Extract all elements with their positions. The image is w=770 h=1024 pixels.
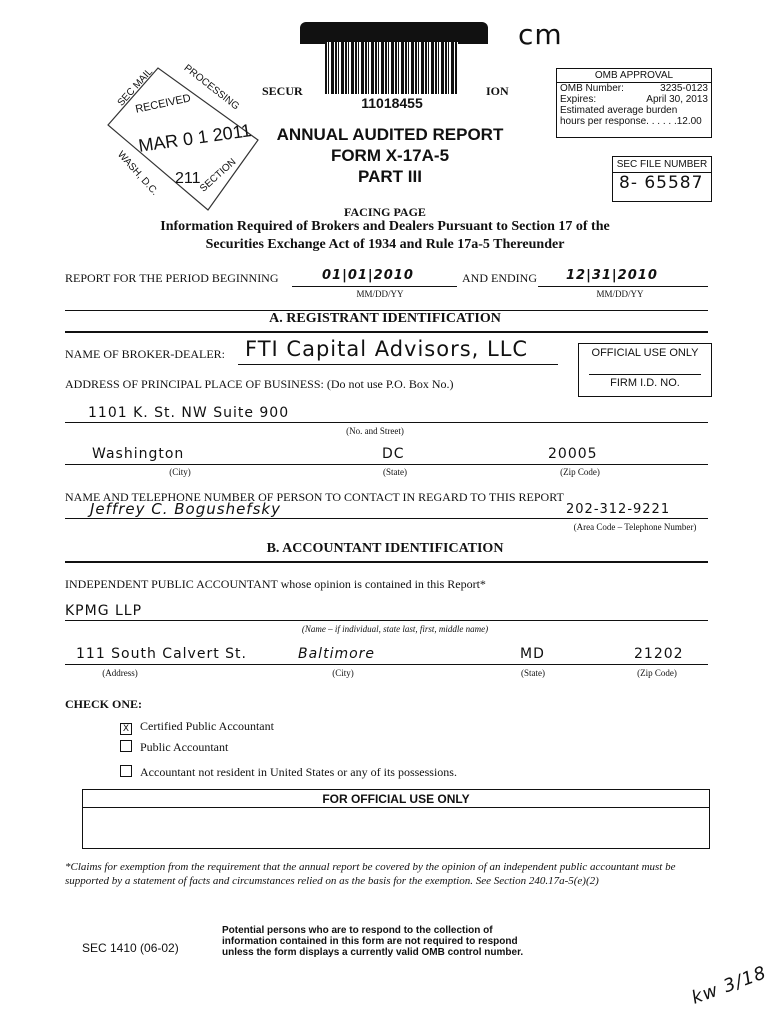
omb-expires-row — [557, 94, 711, 105]
period-beginning-value[interactable]: 01|01|2010 — [322, 268, 414, 283]
section-a-rule-bottom — [65, 331, 708, 333]
info-line1: Information Required of Brokers and Dealers Pursuant to Section 17 of the — [160, 219, 610, 234]
sec-file-value: 8- 65587 — [619, 173, 704, 193]
official-use-only-box — [82, 789, 710, 849]
accountant-address-line — [65, 664, 708, 665]
contact-phone[interactable]: 202-312-9221 — [566, 502, 671, 517]
sec-file-number-box — [612, 156, 712, 202]
broker-dealer-value[interactable]: FTI Capital Advisors, LLC — [245, 337, 529, 361]
accountant-zip-caption: (Zip Code) — [637, 668, 677, 678]
option-nonresident-checkbox[interactable] — [120, 765, 132, 777]
barcode — [325, 42, 458, 94]
firm-id-label: FIRM I.D. NO. — [610, 377, 680, 389]
facing-page: FACING PAGE — [344, 205, 426, 219]
accountant-address-caption: (Address) — [102, 668, 138, 678]
official-use-box — [578, 343, 712, 397]
omb-title: OMB APPROVAL — [557, 69, 711, 83]
section-b-rule — [65, 561, 708, 563]
notice-line3: unless the form displays a currently valid OMB control number. — [222, 947, 524, 958]
option-certified[interactable] — [120, 719, 274, 735]
title-line2: FORM X-17A-5 — [330, 146, 450, 165]
option-nonresident-label: Accountant not resident in United States or any of its possessions. — [140, 765, 457, 779]
omb-number-label: OMB Number: — [560, 83, 624, 94]
stamp-number: 211 — [175, 170, 201, 187]
section-a-heading: A. REGISTRANT IDENTIFICATION — [269, 311, 501, 326]
period-ending-format: MM/DD/YY — [596, 289, 644, 299]
zip-value[interactable]: 20005 — [548, 446, 598, 462]
stamp-sec-mail: SEC MAIL — [115, 66, 156, 109]
street-caption: (No. and Street) — [346, 426, 404, 436]
accountant-zip-value[interactable]: 21202 — [634, 646, 684, 662]
notice-block — [222, 925, 523, 958]
state-value[interactable]: DC — [382, 446, 405, 462]
omb-burden-line1: Estimated average burden — [560, 105, 678, 116]
handwritten-initials: kw 3/18 — [688, 962, 770, 1009]
period-ending-value[interactable]: 12|31|2010 — [566, 268, 658, 283]
accountant-label: INDEPENDENT PUBLIC ACCOUNTANT whose opinion is contained in this Report* — [65, 577, 486, 591]
check-one-label: CHECK ONE: — [65, 697, 143, 711]
zip-caption: (Zip Code) — [560, 467, 600, 477]
notice-line1: Potential persons who are to respond to the collection of — [222, 925, 493, 936]
accountant-address-value[interactable]: 111 South Calvert St. — [76, 646, 247, 662]
omb-expires-label: Expires: — [560, 94, 597, 105]
phone-caption: (Area Code – Telephone Number) — [573, 522, 697, 532]
contact-label: NAME AND TELEPHONE NUMBER OF PERSON TO CONTACT IN REGARD TO THIS REPORT — [65, 490, 564, 504]
form-number: SEC 1410 (06-02) — [82, 941, 179, 955]
stamp-wash: WASH, D.C. — [115, 149, 161, 198]
city-caption: (City) — [169, 467, 191, 477]
street-line — [65, 422, 708, 423]
corner-mark: cm — [518, 18, 563, 51]
broker-dealer-line — [238, 364, 558, 365]
omb-number-value: 3235-0123 — [660, 83, 708, 94]
official-use-line — [589, 374, 701, 375]
option-public[interactable] — [120, 740, 228, 755]
top-black-tab — [300, 22, 488, 44]
period-ending-label: AND ENDING — [462, 271, 537, 285]
street-value[interactable]: 1101 K. St. NW Suite 900 — [88, 405, 290, 421]
official-use-only-title: FOR OFFICIAL USE ONLY — [83, 790, 709, 808]
accountant-state-caption: (State) — [521, 668, 545, 678]
info-line2: Securities Exchange Act of 1934 and Rule 17a-5 Thereunder — [205, 237, 565, 252]
accountant-city-caption: (City) — [332, 668, 354, 678]
omb-number-row — [557, 83, 711, 94]
section-b-heading: B. ACCOUNTANT IDENTIFICATION — [266, 541, 504, 556]
broker-dealer-label: NAME OF BROKER-DEALER: — [65, 347, 226, 361]
city-line — [65, 464, 708, 465]
contact-line — [65, 518, 708, 519]
title-line3: PART III — [358, 167, 422, 186]
option-public-checkbox[interactable] — [120, 740, 132, 752]
secur-left: SECUR — [262, 84, 303, 98]
stamp-received: RECEIVED — [134, 92, 192, 116]
accountant-name-caption: (Name – if individual, state last, first, middle name) — [301, 624, 489, 634]
notice-line2: information contained in this form are not required to respond — [222, 936, 518, 947]
official-use-label: OFFICIAL USE ONLY — [591, 347, 699, 359]
address-label: ADDRESS OF PRINCIPAL PLACE OF BUSINESS: (Do not use P.O. Box No.) — [65, 377, 454, 391]
period-beginning-label: REPORT FOR THE PERIOD BEGINNING — [65, 271, 279, 285]
state-caption: (State) — [383, 467, 407, 477]
city-value[interactable]: Washington — [92, 446, 185, 462]
title-line1: ANNUAL AUDITED REPORT — [276, 125, 504, 144]
accountant-value[interactable]: KPMG LLP — [65, 603, 143, 619]
period-ending-line — [538, 286, 708, 287]
contact-name[interactable]: Jeffrey C. Bogushefsky — [90, 500, 281, 518]
accountant-state-value[interactable]: MD — [520, 646, 545, 662]
stamp-date: MAR 0 1 2011 — [137, 120, 253, 156]
stamp-section: SECTION — [198, 156, 239, 195]
option-public-label: Public Accountant — [140, 740, 229, 754]
sec-file-label: SEC FILE NUMBER — [613, 157, 711, 173]
accountant-city-value[interactable]: Baltimore — [298, 646, 376, 662]
omb-expires-value: April 30, 2013 — [646, 94, 708, 105]
option-nonresident[interactable] — [120, 765, 457, 780]
period-beginning-line — [292, 286, 457, 287]
footnote: *Claims for exemption from the requirement that the annual report be covered by the opinion of an independent public accountant must be supported by a statement of facts and circumstances relied on as the basis for the exemption. See Section 240.17a-5(e)(2) — [65, 861, 676, 887]
option-certified-label: Certified Public Accountant — [140, 719, 274, 733]
stamp-processing: PROCESSING — [181, 62, 242, 113]
period-beginning-format: MM/DD/YY — [356, 289, 404, 299]
accountant-line — [65, 620, 708, 621]
secur-right: ION — [486, 84, 509, 98]
omb-burden-line2: hours per response. . . . . .12.00 — [560, 116, 702, 127]
barcode-number: 11018455 — [361, 95, 423, 111]
option-certified-checkbox[interactable]: X — [120, 723, 132, 735]
omb-approval-box — [556, 68, 712, 138]
